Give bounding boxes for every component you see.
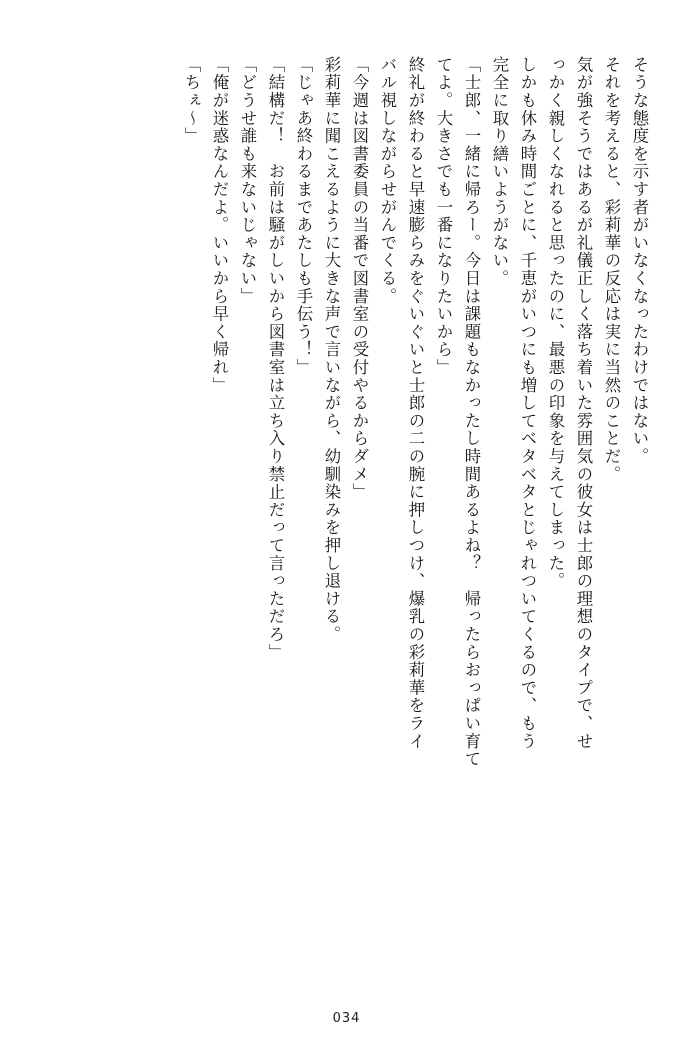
- text-line: 「ちぇ～」: [182, 56, 201, 145]
- page-number: 034: [332, 1011, 361, 1026]
- text-line: バル視しながらせがんでくる。: [378, 56, 397, 306]
- text-line: 終礼が終わると早速膨らみをぐいぐいと士郎の二の腕に押しつけ、爆乳の彩莉華をライ: [406, 56, 425, 751]
- vertical-text-block: [44, 56, 653, 976]
- text-line: 「今週は図書委員の当番で図書室の受付やるからダメ」: [350, 56, 369, 501]
- text-line: 「結構だ！ お前は騒がしいから図書室は立ち入り禁止だって言っただろ」: [266, 56, 285, 662]
- text-line: っかく親しくなれると思ったのに、最悪の印象を与えてしまった。: [546, 56, 565, 590]
- text-line: 気が強そうではあるが礼儀正しく落ち着いた雰囲気の彼女は士郎の理想のタイプで、せ: [574, 56, 593, 751]
- text-line: 「じゃあ終わるまであたしも手伝う！」: [294, 56, 313, 377]
- text-line: 彩莉華に聞こえるように大きな声で言いながら、幼馴染みを押し退ける。: [322, 56, 341, 644]
- text-line: てよ。大きさでも一番になりたいから」: [434, 56, 453, 377]
- text-line: しかも休み時間ごとに、千恵がいつにも増してベタベタとじゃれついてくるので、もう: [518, 56, 537, 751]
- text-line: 「俺が迷惑なんだよ。いいから早く帰れ」: [210, 56, 229, 395]
- text-line: 「どうせ誰も来ないじゃない」: [238, 56, 257, 306]
- text-line: それを考えると、彩莉華の反応は実に当然のことだ。: [602, 56, 621, 484]
- text-line: 「士郎、一緒に帰ろー。今日は課題もなかったし時間あるよね？ 帰ったらおっぱい育て: [462, 56, 481, 768]
- text-line: 完全に取り繕いようがない。: [490, 56, 509, 288]
- text-line: そうな態度を示す者がいなくなったわけではない。: [630, 56, 649, 466]
